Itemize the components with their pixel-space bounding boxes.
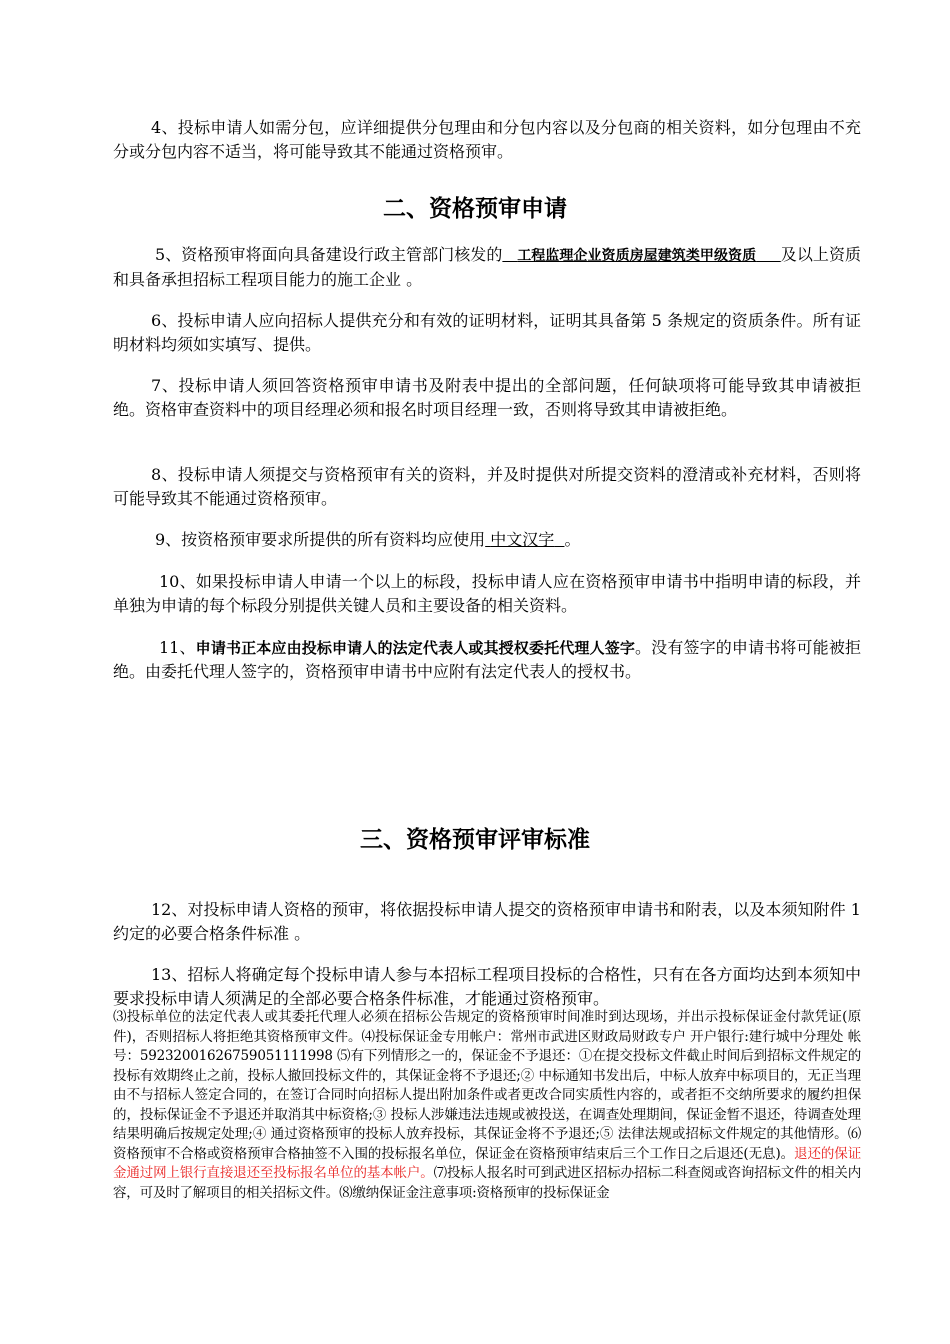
paragraph-12: 12、对投标申请人资格的预审，将依据投标申请人提交的资格预审申请书和附表，以及本须知附件 1 约定的必要合格条件标准 。 [113,900,861,943]
p11-bold-requirement: 申请书正本应由投标申请人的法定代表人或其授权委托代理人签字 [195,639,636,657]
p9-language-underlined: 中文汉字 [490,530,555,549]
paragraph-13: 13、招标人将确定每个投标申请人参与本招标工程项目投标的合格性，只有在各方面均达到本须知中要求投标申请人须满足的全部必要合格条件标准，才能通过资格预审。 [113,965,861,1008]
p5-qualification-underlined: 工程监理企业资质房屋建筑类甲级资质 [517,248,757,264]
p11-rest: 。没有签字的申请书将可能被拒绝。由委托代理人签字的，资格预审申请书中应附有法定代表人的授权书。 [113,638,861,681]
deposit-notes-part1: ⑶投标单位的法定代表人或其委托代理人必须在招标公告规定的资格预审时间准时到达现场，并出示投标保证金付款凭证(原件)，否则招标人将拒绝其资格预审文件。⑷投标保证金专用帐户：常州市武进区财政局财政专户 开户银行:建行城中分理处 帐号：59232001626759051111998 ⑸有下列情形之一的，保证金不予退还：①在提交投标文件截止时间后到招标文件规定的投标有效期终止之前，投标人撤回投标文件的，其保证金将不予退还;② 中标通知书发出后，中标人放弃中标项目的，无正当理由不与招标人签定合同的，在签订合同时向招标人提出附加条件或者更改合同实质性内容的，或者拒不交纳所要求的履约担保的，投标保证金不予退还并取消其中标资格;③ 投标人涉嫌违法违规或被投送，在调查处理期间，保证金暂不退还，待调查处理结果明确后按规定处理;④ 通过资格预审的投标人放弃投标，其保证金将不予退还;⑤ 法律法规或招标文件规定的其他情形。⑹资格预审不合格或资格预审合格抽签不入围的投标报名单位，保证金在资格预审结束后三个工作日之后退还(无息)。 [113,1009,861,1162]
paragraph-8: 8、投标申请人须提交与资格预审有关的资料，并及时提供对所提交资料的澄清或补充材料，否则将可能导致其不能通过资格预审。 [113,465,861,508]
p5-after: 及以上资质和具备承担招标工程项目能力的施工企业 。 [113,245,862,289]
section-heading-2: 二、资格预审申请 [383,196,567,222]
p9-before: 9、按资格预审要求所提供的所有资料均应使用 [155,530,486,549]
paragraph-11 [113,636,861,684]
paragraph-5 [113,243,861,292]
paragraph-6: 6、投标申请人应向招标人提供充分和有效的证明材料，证明其具备第 5 条规定的资质条件。所有证明材料均须如实填写、提供。 [113,311,861,354]
p9-after: 。 [564,530,581,549]
deposit-refund-note-red: 退还的保证金通过网上银行直接退还至投标报名单位的基本帐户。 [113,1145,862,1181]
paragraph-4: 4、投标申请人如需分包，应详细提供分包理由和分包内容以及分包商的相关资料，如分包理由不充分或分包内容不适当，将可能导致其不能通过资格预审。 [113,118,861,161]
deposit-notes [113,1008,861,1203]
p5-before: 5、资格预审将面向具备建设行政主管部门核发的 [155,245,503,264]
paragraph-10: 10、如果投标申请人申请一个以上的标段，投标申请人应在资格预审申请书中指明申请的标段，并单独为申请的每个标段分别提供关键人员和主要设备的相关资料。 [113,572,861,615]
paragraph-7: 7、投标申请人须回答资格预审申请书及附表中提出的全部问题，任何缺项将可能导致其申请被拒绝。资格审查资料中的项目经理必须和报名时项目经理一致，否则将导致其申请被拒绝。 [113,376,861,419]
section-heading-3: 三、资格预审评审标准 [360,827,590,853]
deposit-notes-part2: ⑺投标人报名时可到武进区招标办招标二科查阅或咨询招标文件的相关内容，可及时了解项目的相关招标文件。⑻缴纳保证金注意事项:资格预审的投标保证金 [113,1165,861,1201]
paragraph-9 [113,528,861,552]
p11-number: 11、 [159,638,196,657]
